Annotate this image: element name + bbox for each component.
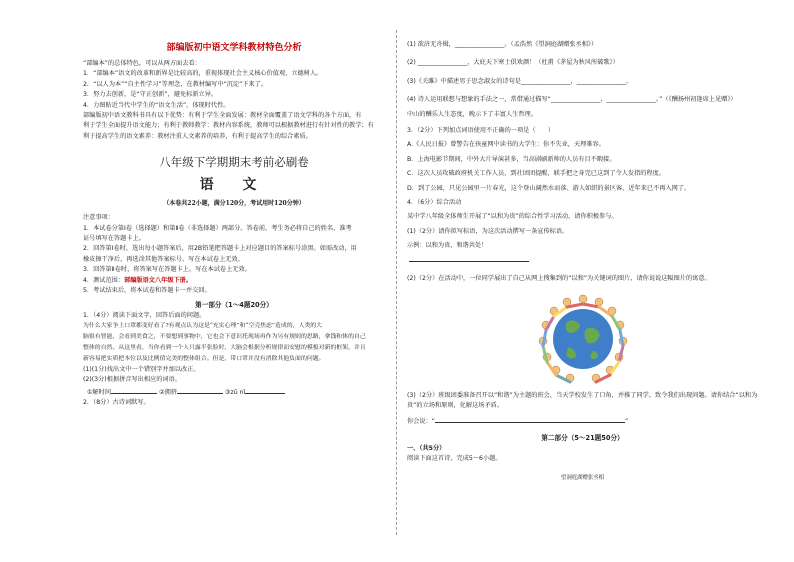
answer-blank[interactable] bbox=[177, 386, 223, 394]
q3-option-c[interactable]: C．这次人员攻破政府机关工作人员，到社团团提醒，联手把之身完已这到了令人发指的程度。 bbox=[407, 170, 666, 178]
q3-option-d[interactable]: D．到了公园，只见公园里一片春光，这个登山阔然水而落、游人如织的景区客，近年来已不再入网了。 bbox=[407, 184, 691, 192]
q3-option-a[interactable]: A.《人民日报》曾警告在孩童网中读书的大学生：你不失业，天理难容。 bbox=[407, 141, 605, 149]
notice-line-2: 证号填写在答题卡上。 bbox=[83, 235, 145, 243]
notice-line-1: 1．本试卷分第Ⅰ卷（选择题）和第Ⅱ卷（非选择题）两部分。答卷前，考生务必将自己的姓名、准考 bbox=[83, 224, 352, 232]
q4-sub1: (1)（2分）请你拟写标语，为这次活动撰写一条宣传标语。 bbox=[407, 227, 569, 235]
q4-example: 示例：以和为贵，和谐共处！ bbox=[407, 242, 488, 250]
q2-line-4: (4) 诗人运用联想与想象的手法之一，常借通过描写“________________，________________。”（《酬扬州初逢席上见赠》） bbox=[407, 96, 737, 104]
q1-passage-4: 新容易把实质把本位以及比例值完美的整体组合。但是，带口罩并没有消除其他负面的问题。 bbox=[83, 355, 325, 362]
q4-sub1-answer-line bbox=[407, 254, 758, 266]
q1-item-3: ③zū nǐ bbox=[224, 388, 246, 396]
exam-note: （本卷共22小题，满分120分，考试用时120分钟） bbox=[163, 200, 305, 208]
q1-passage-2: 脑很有智能，会看到美食之，不要想到事物中，它也会下意识托现场再作为另有规则的思路，拿钱和体的自己 bbox=[83, 333, 366, 340]
q4-answer-prefix: 你会说：“ bbox=[407, 418, 435, 426]
intro-text: “部编本”的总体特色，可以从两方面去看： bbox=[83, 60, 201, 67]
notice-line-5: 3．回答第Ⅱ卷时，将答案写在答题卡上。写在本试卷上无效。 bbox=[83, 266, 251, 274]
q1-sub2-items bbox=[83, 386, 385, 398]
harmony-earth-illustration bbox=[526, 289, 640, 385]
analysis-title: 部编版初中语文学科教材特色分析 bbox=[166, 43, 302, 53]
answer-blank[interactable] bbox=[245, 386, 285, 394]
point-1: 1．“部编本”语文的改革和新界是比较高的，重视体现社会主义核心价值观，立德树人。 bbox=[83, 70, 323, 78]
q4-sub3: (3)（2分）班级团委准备召开以“和谐”为主题的班会，当天学校发生了口角，并推了同学，致令我们出现问题。请你结合“以和为贵”的立场和原则，化解这场矛盾。 bbox=[407, 391, 758, 409]
q1-sub2: (2)(3分)根据拼音写出相应的词语。 bbox=[83, 376, 181, 384]
notice-title: 注意事项： bbox=[83, 214, 114, 222]
earth-children-icon bbox=[526, 289, 640, 385]
q1-passage-3: 整体的自然。从这里看，当你看到一个人只露半张脸时，大脑会根据分析规律而安慰的模板对新的框架，并且 bbox=[83, 344, 366, 351]
q1-item-1: ①解时间 bbox=[86, 388, 112, 396]
poem-title: 望洞庭湖赠张丞相 bbox=[560, 474, 605, 481]
section1-title: 一、（共5分） bbox=[407, 444, 446, 452]
point-4: 4．力图贴近当代中学生的“语文生活”，体现时代性。 bbox=[83, 101, 230, 109]
part1-title: 第一部分（1～4题20分） bbox=[195, 300, 273, 309]
q4-stem: 4．（6分）综合活动 bbox=[407, 199, 462, 207]
q1-stem: 1．（4分）阅读下面文字，回答后面的问题。 bbox=[83, 311, 206, 319]
part2-title: 第二部分（5～21题50分） bbox=[541, 433, 624, 442]
q3-stem: 3．（2分）下列加点词语使用不正确的一项是（ ） bbox=[407, 127, 555, 135]
q1-item-2: ②拥挤 bbox=[159, 388, 177, 396]
q4-sub2: (2)（2分）在活动中，一位同学展出了自己从网上搜集到的“以和”为关键词的图片，请你说说这幅图片的寓意。 bbox=[407, 275, 711, 283]
q2-line-5: 中山的酬乐人生态度，晚示下了丰富人生哲理。 bbox=[407, 110, 537, 118]
right-page bbox=[397, 0, 794, 562]
answer-blank[interactable] bbox=[409, 254, 529, 262]
notice-line-4: 橡皮擦干净后，再选涂其他答案标号。写在本试卷上无效。 bbox=[83, 255, 244, 263]
q2-line-2: (2) ________________，大庇天下寒士俱欢颜！（杜甫《茅屋为秋风所破歌》） bbox=[407, 59, 619, 67]
advantage-line-1: 部编版初中语文教科书具有以下优势：有利于学生全面发展：教材全面覆盖了语文学科的各个方面，有 bbox=[83, 112, 362, 120]
exam-title: 八年级下学期期末考前必刷卷 bbox=[159, 155, 309, 170]
advantage-line-2: 利于学生全面提升语文能力；有利于教师教学：教材内容系统，教师可以根据教材进行有针对性的教学；有 bbox=[83, 122, 374, 130]
section1-intro: 阅读下面这首诗，完成5～6小题。 bbox=[407, 455, 502, 463]
notice-line-7: 5．考试结束后，将本试卷和答题卡一并交回。 bbox=[83, 287, 211, 295]
point-2: 2．“以人为本”“自主性学习”等理念，在教材编写中“沉淀”下来了。 bbox=[83, 80, 268, 88]
point-3: 3．努力去创新，是“守正创新”，避免标新立异。 bbox=[83, 91, 218, 99]
notice4-range: 部编版语文八年级下册。 bbox=[124, 276, 193, 284]
notice-line-3: 2．回答第Ⅰ卷时，选出每小题答案后，用2B铅笔把答题卡上对应题目的答案标号涂黑。如需改动，用 bbox=[83, 245, 357, 253]
answer-blank[interactable] bbox=[435, 415, 625, 423]
q1-sub1: (1)(1分)找出文中一个错别字并加以改正。 bbox=[83, 365, 200, 373]
q3-option-b[interactable]: B．上海电影节期间，中外大片导演甚多，当高剧刷新帅的人员有目不暇接。 bbox=[407, 155, 616, 163]
exam-subject: 语 文 bbox=[199, 177, 269, 194]
q2-line-3: (3)《关雎》中描述男子思念淑女的诗句是________________，________________。 bbox=[407, 77, 633, 85]
notice4-prefix: 4．测试范围： bbox=[83, 276, 125, 284]
q1-passage-1: 为什么大家争上口罩都变好看了?有观点认为这是“充实心理”和“空壳焦虑”造成的，人类的大 bbox=[83, 322, 323, 329]
q2-stem: 2．（8分）古诗词默写。 bbox=[83, 399, 150, 407]
q2-line-1: (1) 欲济无舟楫，________________。（孟浩然《望洞庭湖赠张丞相》） bbox=[407, 41, 598, 48]
notice-line-6 bbox=[83, 276, 385, 286]
advantage-line-3: 利于提高学生的语文素养：教材注重人文素养的培养，有利于提高学生的综合素质。 bbox=[83, 132, 312, 140]
q4-answer-line: 你会说：“ ” bbox=[407, 415, 758, 427]
q4-intro: 某中学八年级全体师生开展了“以和为贵”的综合性学习活动，请你积极参与。 bbox=[407, 213, 618, 221]
answer-blank[interactable] bbox=[111, 386, 157, 394]
